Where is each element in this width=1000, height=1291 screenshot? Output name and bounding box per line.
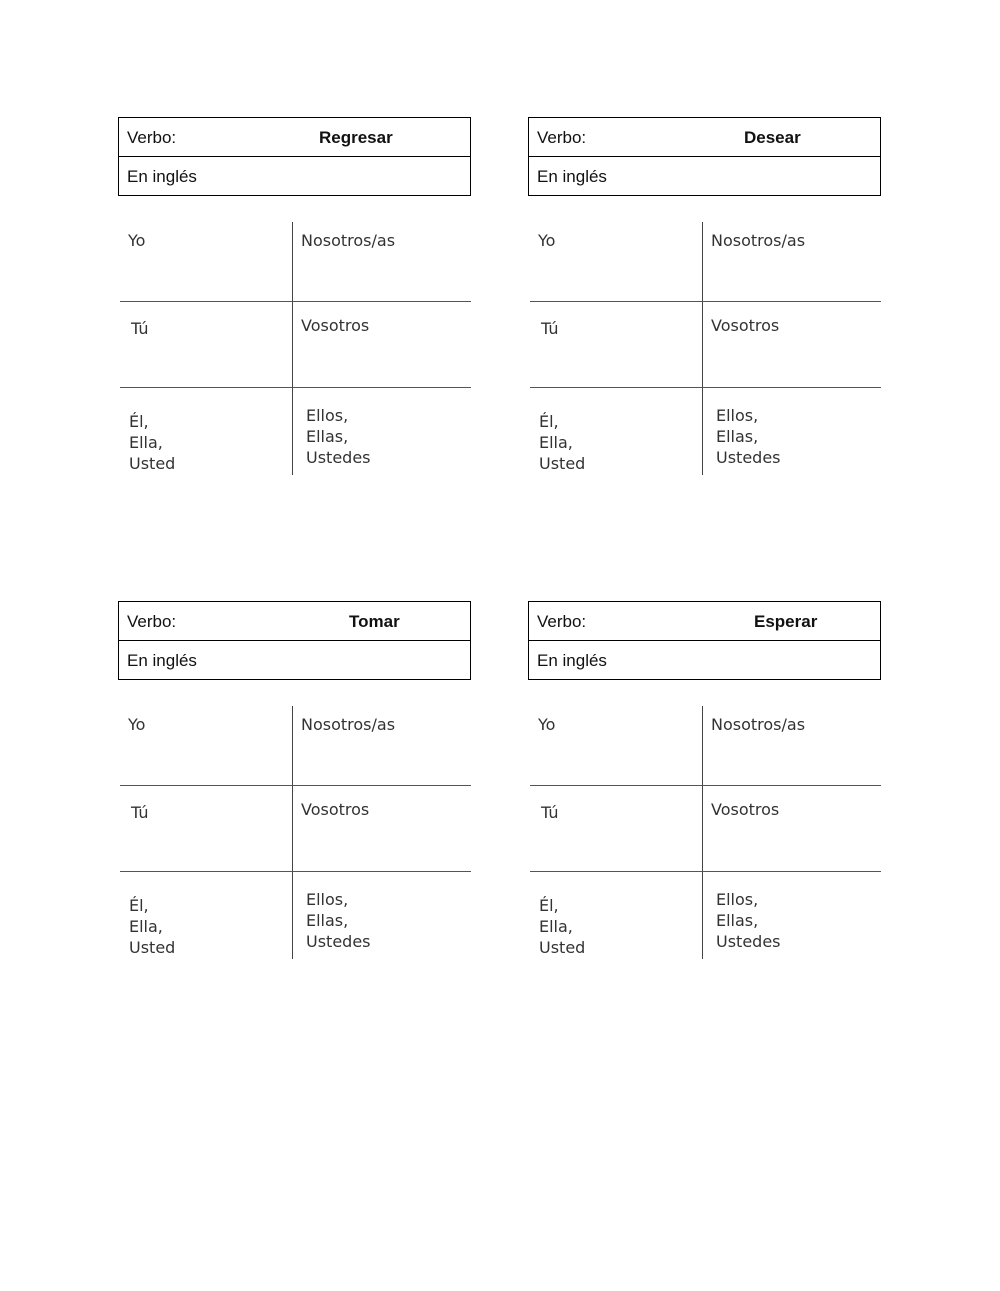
grid-divider-horizontal <box>530 387 881 388</box>
grid-divider-horizontal <box>530 871 881 872</box>
verb-name: Esperar <box>754 612 818 631</box>
pronoun-ustedes: Ustedes <box>716 448 781 467</box>
pronoun-ellas: Ellas, <box>306 427 349 446</box>
english-label: En inglés <box>537 651 607 670</box>
verb-label: Verbo: <box>127 612 177 631</box>
pronoun-tu: Tú <box>131 319 149 338</box>
conjugation-grid <box>120 222 471 475</box>
verb-row <box>119 602 470 641</box>
verb-row <box>529 602 880 641</box>
pronoun-el-ella-usted <box>129 411 175 474</box>
pronoun-ella: Ella, <box>129 917 163 936</box>
pronoun-tu: Tú <box>131 803 149 822</box>
verb-header-box <box>528 117 881 196</box>
pronoun-usted: Usted <box>129 938 176 957</box>
english-label: En inglés <box>537 167 607 186</box>
pronoun-ellos: Ellos, <box>306 406 349 425</box>
pronoun-usted: Usted <box>539 454 586 473</box>
pronoun-ustedes: Ustedes <box>716 932 781 951</box>
pronoun-nosotros: Nosotros/as <box>301 231 396 250</box>
verb-name: Regresar <box>319 128 393 147</box>
pronoun-ellos: Ellos, <box>716 406 759 425</box>
pronoun-ellos: Ellos, <box>716 890 759 909</box>
english-row <box>529 641 880 679</box>
pronoun-nosotros: Nosotros/as <box>711 231 806 250</box>
pronoun-el-ella-usted <box>539 411 585 474</box>
verb-label: Verbo: <box>537 612 587 631</box>
verb-header-box <box>118 601 471 680</box>
grid-divider-vertical <box>292 706 293 959</box>
pronoun-usted: Usted <box>129 454 176 473</box>
grid-divider-horizontal <box>530 301 881 302</box>
verb-header-box <box>528 601 881 680</box>
pronoun-el: Él, <box>129 412 149 431</box>
verb-card-tomar <box>118 601 471 961</box>
conjugation-grid <box>530 222 881 475</box>
pronoun-usted: Usted <box>539 938 586 957</box>
english-label: En inglés <box>127 167 197 186</box>
pronoun-vosotros: Vosotros <box>301 316 370 335</box>
pronoun-vosotros: Vosotros <box>711 316 780 335</box>
english-label: En inglés <box>127 651 197 670</box>
pronoun-ella: Ella, <box>539 433 573 452</box>
pronoun-nosotros: Nosotros/as <box>711 715 806 734</box>
grid-divider-vertical <box>702 706 703 959</box>
verb-name: Tomar <box>349 612 400 631</box>
pronoun-el: Él, <box>539 896 559 915</box>
verb-card-desear <box>528 117 881 477</box>
pronoun-yo: Yo <box>128 715 146 734</box>
pronoun-ellas: Ellas, <box>716 911 759 930</box>
conjugation-grid <box>530 706 881 959</box>
english-row <box>529 157 880 195</box>
verb-card-regresar <box>118 117 471 477</box>
verb-row <box>529 118 880 157</box>
pronoun-ellos-ellas-ustedes <box>306 889 371 952</box>
pronoun-el: Él, <box>539 412 559 431</box>
english-row <box>119 641 470 679</box>
pronoun-el-ella-usted <box>539 895 585 958</box>
pronoun-el: Él, <box>129 896 149 915</box>
pronoun-yo: Yo <box>538 231 556 250</box>
pronoun-tu: Tú <box>541 803 559 822</box>
pronoun-ella: Ella, <box>129 433 163 452</box>
grid-divider-vertical <box>702 222 703 475</box>
grid-divider-horizontal <box>120 871 471 872</box>
pronoun-vosotros: Vosotros <box>301 800 370 819</box>
pronoun-ustedes: Ustedes <box>306 932 371 951</box>
pronoun-ellos-ellas-ustedes <box>716 405 781 468</box>
conjugation-grid <box>120 706 471 959</box>
verb-label: Verbo: <box>127 128 177 147</box>
grid-divider-horizontal <box>530 785 881 786</box>
pronoun-ellas: Ellas, <box>306 911 349 930</box>
pronoun-vosotros: Vosotros <box>711 800 780 819</box>
grid-divider-horizontal <box>120 301 471 302</box>
grid-divider-horizontal <box>120 785 471 786</box>
pronoun-ellos-ellas-ustedes <box>716 889 781 952</box>
pronoun-el-ella-usted <box>129 895 175 958</box>
pronoun-yo: Yo <box>128 231 146 250</box>
grid-divider-vertical <box>292 222 293 475</box>
pronoun-ustedes: Ustedes <box>306 448 371 467</box>
grid-divider-horizontal <box>120 387 471 388</box>
verb-card-esperar <box>528 601 881 961</box>
pronoun-nosotros: Nosotros/as <box>301 715 396 734</box>
english-row <box>119 157 470 195</box>
pronoun-ellos: Ellos, <box>306 890 349 909</box>
verb-row <box>119 118 470 157</box>
pronoun-ella: Ella, <box>539 917 573 936</box>
pronoun-ellos-ellas-ustedes <box>306 405 371 468</box>
verb-header-box <box>118 117 471 196</box>
verb-name: Desear <box>744 128 801 147</box>
pronoun-yo: Yo <box>538 715 556 734</box>
pronoun-ellas: Ellas, <box>716 427 759 446</box>
pronoun-tu: Tú <box>541 319 559 338</box>
verb-label: Verbo: <box>537 128 587 147</box>
